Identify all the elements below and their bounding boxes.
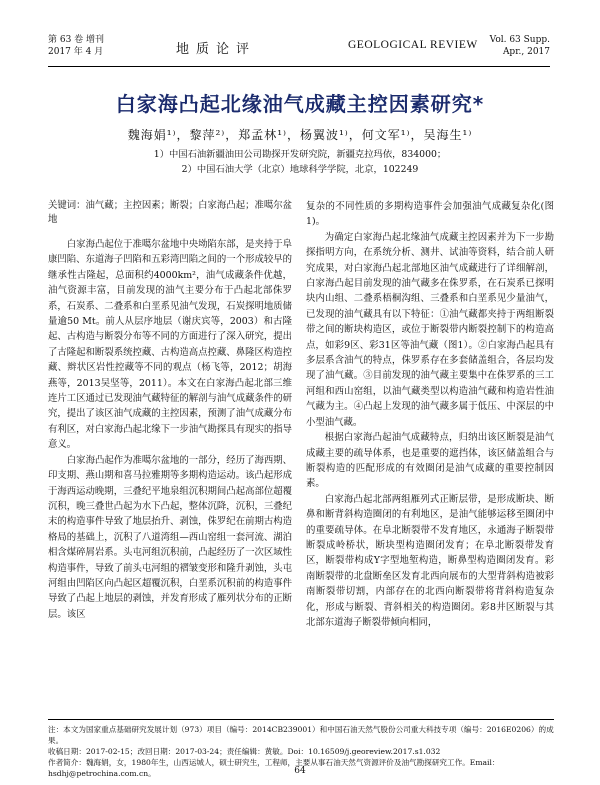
footnote-author-bio: 作者简介：魏海娟，女，1980年生，山西运城人，硕士研究生，工程师，主要从事石油天然气资源评价及油气勘探研究工作。Email：hsdhj@petrochina.com.cn。 [48,758,500,778]
footnote-funding: 注：本文为国家重点基础研究发展计划（973）项目（编号：2014CB239001）和中国石油天然气股份公司重大科技专项（编号：2016E0206）的成果。 [48,725,554,745]
page-number: 64 [294,766,306,776]
affiliation-2: 2）中国石油大学（北京）地球科学学院，北京，102249 [181,164,419,175]
body-paragraph: 白家海凸起位于准噶尔盆地中央坳陷东部，是夹持于阜康凹陷、东道海子凹陷和五彩湾凹陷之间的一个形成较早的继承性古隆起，总面积约4000km²，油气成藏条件优越，油气资源丰富，目前发现的油气主要分布于凸起北部侏罗系，石炭系、二叠系和白垩系见油气发现，石炭探明地质储量逾50 Mt。前人从层序地层（谢庆宾等，2003）和古隆起、古构造与断裂分布等不同的方面进行了深入研究，提出了古隆起和断裂系统控藏、古构造高点控藏、鼻隆区构造控藏、辫状区岩性控藏等不同的观点（杨飞等，2012；胡海燕等，2013吴坚等，2011）。本文在白家海凸起北部三维连片工区通过已发现油气藏特征的解剖与油气成藏条件的研究，提出了该区油气成藏的主控因素，预测了油气成藏分布有利区，对白家海凸起北缘下一步油气勘探具有现实的指导意义。 [48,239,292,451]
header-journal-en: GEOLOGICAL REVIEW [348,39,478,51]
author-list: 魏海娟¹⁾，黎萍²⁾，郑孟林¹⁾，杨翼波¹⁾，何文军¹⁾，吴海生¹⁾ [127,128,473,142]
right-column [306,199,554,630]
body-paragraph: 复杂的不同性质的多期构造事件会加强油气成藏复杂化(图1)。 [306,201,554,228]
footnote-dates: 收稿日期：2017-02-15；改回日期：2017-03-24；责任编辑：黄敏。Doi：10.16509/j.georeview.2017.s1.032 [48,747,441,756]
header-volume-cn: 第 63 卷 增刊 [48,35,105,45]
header-date-cn: 2017 年 4 月 [48,47,104,57]
keywords: 关键词：油气藏；主控因素；断裂；白家海凸起；准噶尔盆地 [48,200,292,225]
left-column [48,199,292,622]
body-paragraph: 为确定白家海凸起北缘油气成藏主控因素并为下一步勘探指明方向，在系统分析、测井、试油等资料，结合前人研究成果，对白家海凸起北部地区油气成藏进行了详细解剖，白家海凸起目前发现的油气藏多在侏罗系，在石炭系已探明块内山组、二叠系梧桐沟组、三叠系和白垩系见少量油气，已发现的油气藏具有以下特征：①油气藏都夹持于两组断裂带之间的断块构造区，或位于断裂带内断裂控制下的构造高点，如彩9区、彩31区等油气藏（图1）。②白家海凸起具有多层系含油气的特点，侏罗系存在多套储盖组合，各层均发现了油气藏。③目前发现的油气藏主要集中在侏罗系的三工河组和西山窑组，以油气藏类型以构造油气藏和构造岩性油气藏为主。④凸起上发现的油气藏多属于低压、中深层的中小型油气藏。 [306,231,554,428]
body-paragraph: 白家海凸起作为准噶尔盆地的一部分，经历了海西期、印支期、燕山期和喜马拉雅期等多期构造运动。该凸起形成于海西运动晚期，三叠纪平地泉组沉积期间凸起高部位超覆沉积，晚三叠世凸起为水下凸起，整体沉降，沉积，三叠纪末的构造事件导致了地层抬升、剥蚀，侏罗纪在前期古构造格局的基础上，沉积了八道湾组—西山窑组一套河流、湖泊相含煤碎屑岩系。头屯河组沉积前，凸起经历了一次区域性构造事件，导致了前头屯河组的褶皱变形和隆升剥蚀，头屯河组由凹陷区向凸起区超覆沉积，白垩系沉积前的构造事件导致了凸起上地层的剥蚀，并发育形成了雁列状分布的正断层。该区 [48,454,292,620]
affiliation-1: 1）中国石油新疆油田公司勘探开发研究院，新疆克拉玛依，834000； [153,149,447,160]
header-date-en: Apr., 2017 [502,47,550,57]
article-title: 白家海凸起北缘油气成藏主控因素研究* [115,92,485,116]
header-volume-en: Vol. 63 Supp. [489,35,550,45]
body-paragraph: 根据白家海凸起油气成藏特点，归纳出该区断裂是油气成藏主要的疏导体系，也是重要的遮挡体，该区储盖组合与断裂构造的匹配形成的有效圈闭是油气成藏的重要控制因素。 [306,432,554,490]
body-paragraph: 白家海凸起北部两组雁列式正断层带，是形成断块、断鼻和断背斜构造圈闭的有利地区，是油气能够运移至圈闭中的重要疏导体。在阜北断裂带不发育地区，永通海子断裂带断裂成岭桥状，断块型构造圈闭发育；在阜北断裂带发育区，断裂带构成Y字型地堑构造，断鼻型构造圈闭发育。彩南断裂带的北盘断垒区发育北西向展布的大型背斜构造被彩南断裂带切割，内部存在的北西向断裂带将背斜构造复杂化，形成与断裂、背斜相关的构造圈闭。彩8井区断裂与其北部东道海子断裂带倾向相同， [306,493,554,628]
running-header [48,32,550,67]
header-right [490,34,550,58]
header-journal-cn: 地质论评 [176,42,257,57]
header-left [48,34,104,58]
